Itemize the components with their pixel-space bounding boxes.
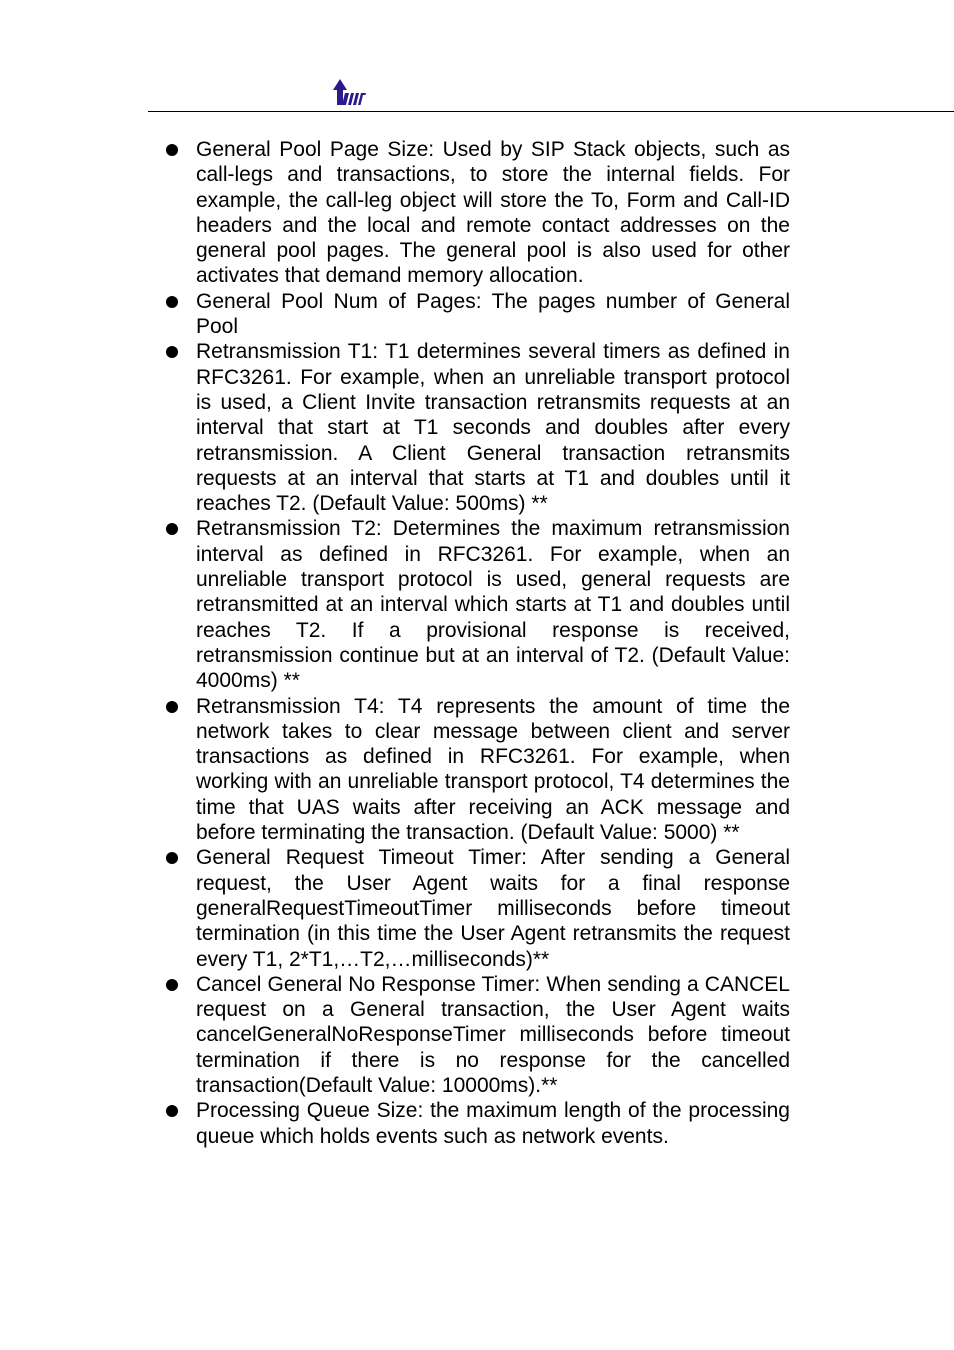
list-item xyxy=(160,845,790,971)
bullet-icon xyxy=(166,701,178,713)
list-item-text: Processing Queue Size: the maximum length of the processing queue which holds events such as network events. xyxy=(196,1099,790,1148)
list-item xyxy=(160,137,790,289)
list-item xyxy=(160,972,790,1098)
bullet-icon xyxy=(166,523,178,535)
list-item xyxy=(160,516,790,693)
bullet-icon xyxy=(166,346,178,358)
bullet-icon xyxy=(166,144,178,156)
list-item-text: General Pool Num of Pages: The pages number of General Pool xyxy=(196,289,790,339)
bullet-icon xyxy=(166,1105,178,1117)
list-item-text: General Request Timeout Timer: After sending a General request, the User Agent waits for a final response generalRequestTimeoutTimer milliseconds before timeout termination (in this time the User Agent retransmits the request every T1, 2*T1,…T2,…milliseconds)** xyxy=(196,846,790,971)
bullet-icon xyxy=(166,979,178,991)
list-item xyxy=(160,694,790,846)
header-divider xyxy=(148,111,954,112)
bullet-list xyxy=(160,137,800,1149)
list-item-text: Cancel General No Response Timer: When sending a CANCEL request on a General transaction, the User Agent waits cancelGeneralNoResponseTimer milliseconds before timeout termination if there is no response for the cancelled transaction(Default Value: 10000ms).** xyxy=(196,972,790,1097)
company-logo-icon xyxy=(330,76,370,108)
list-item-text: Retransmission T4: T4 represents the amount of time the network takes to clear message between client and server transactions as defined in RFC3261. For example, when working with an unreliable transport protocol, T4 determines the time that UAS waits after receiving an ACK message and before terminating the transaction. (Default Value: 5000) ** xyxy=(196,694,790,845)
list-item-text: Retransmission T2: Determines the maximum retransmission interval as defined in RFC3261. For example, when an unreliable transport protocol is used, general requests are retransmitted at an interval which starts at T1 and doubles until reaches T2. If a provisional response is received, retransmission continue but at an interval of T2. (Default Value: 4000ms) ** xyxy=(196,517,790,693)
bullet-icon xyxy=(166,296,178,308)
list-item xyxy=(160,289,790,340)
list-item xyxy=(160,1098,790,1149)
list-item xyxy=(160,339,790,516)
list-item-text: General Pool Page Size: Used by SIP Stack objects, such as call-legs and transactions, to store the internal fields. For example, the call-leg object will store the To, Form and Call-ID headers and the local and remote contact addresses on the general pool pages. The general pool is also used for other activates that demand memory allocation. xyxy=(196,138,790,288)
bullet-icon xyxy=(166,852,178,864)
list-item-text: Retransmission T1: T1 determines several timers as defined in RFC3261. For example, when an unreliable transport protocol is used, a Client Invite transaction retransmits requests at an interval that start at T1 seconds and doubles after every retransmission. A Client General transaction retransmits requests at an interval that starts at T1 and doubles until it reaches T2. (Default Value: 500ms) ** xyxy=(196,340,790,516)
